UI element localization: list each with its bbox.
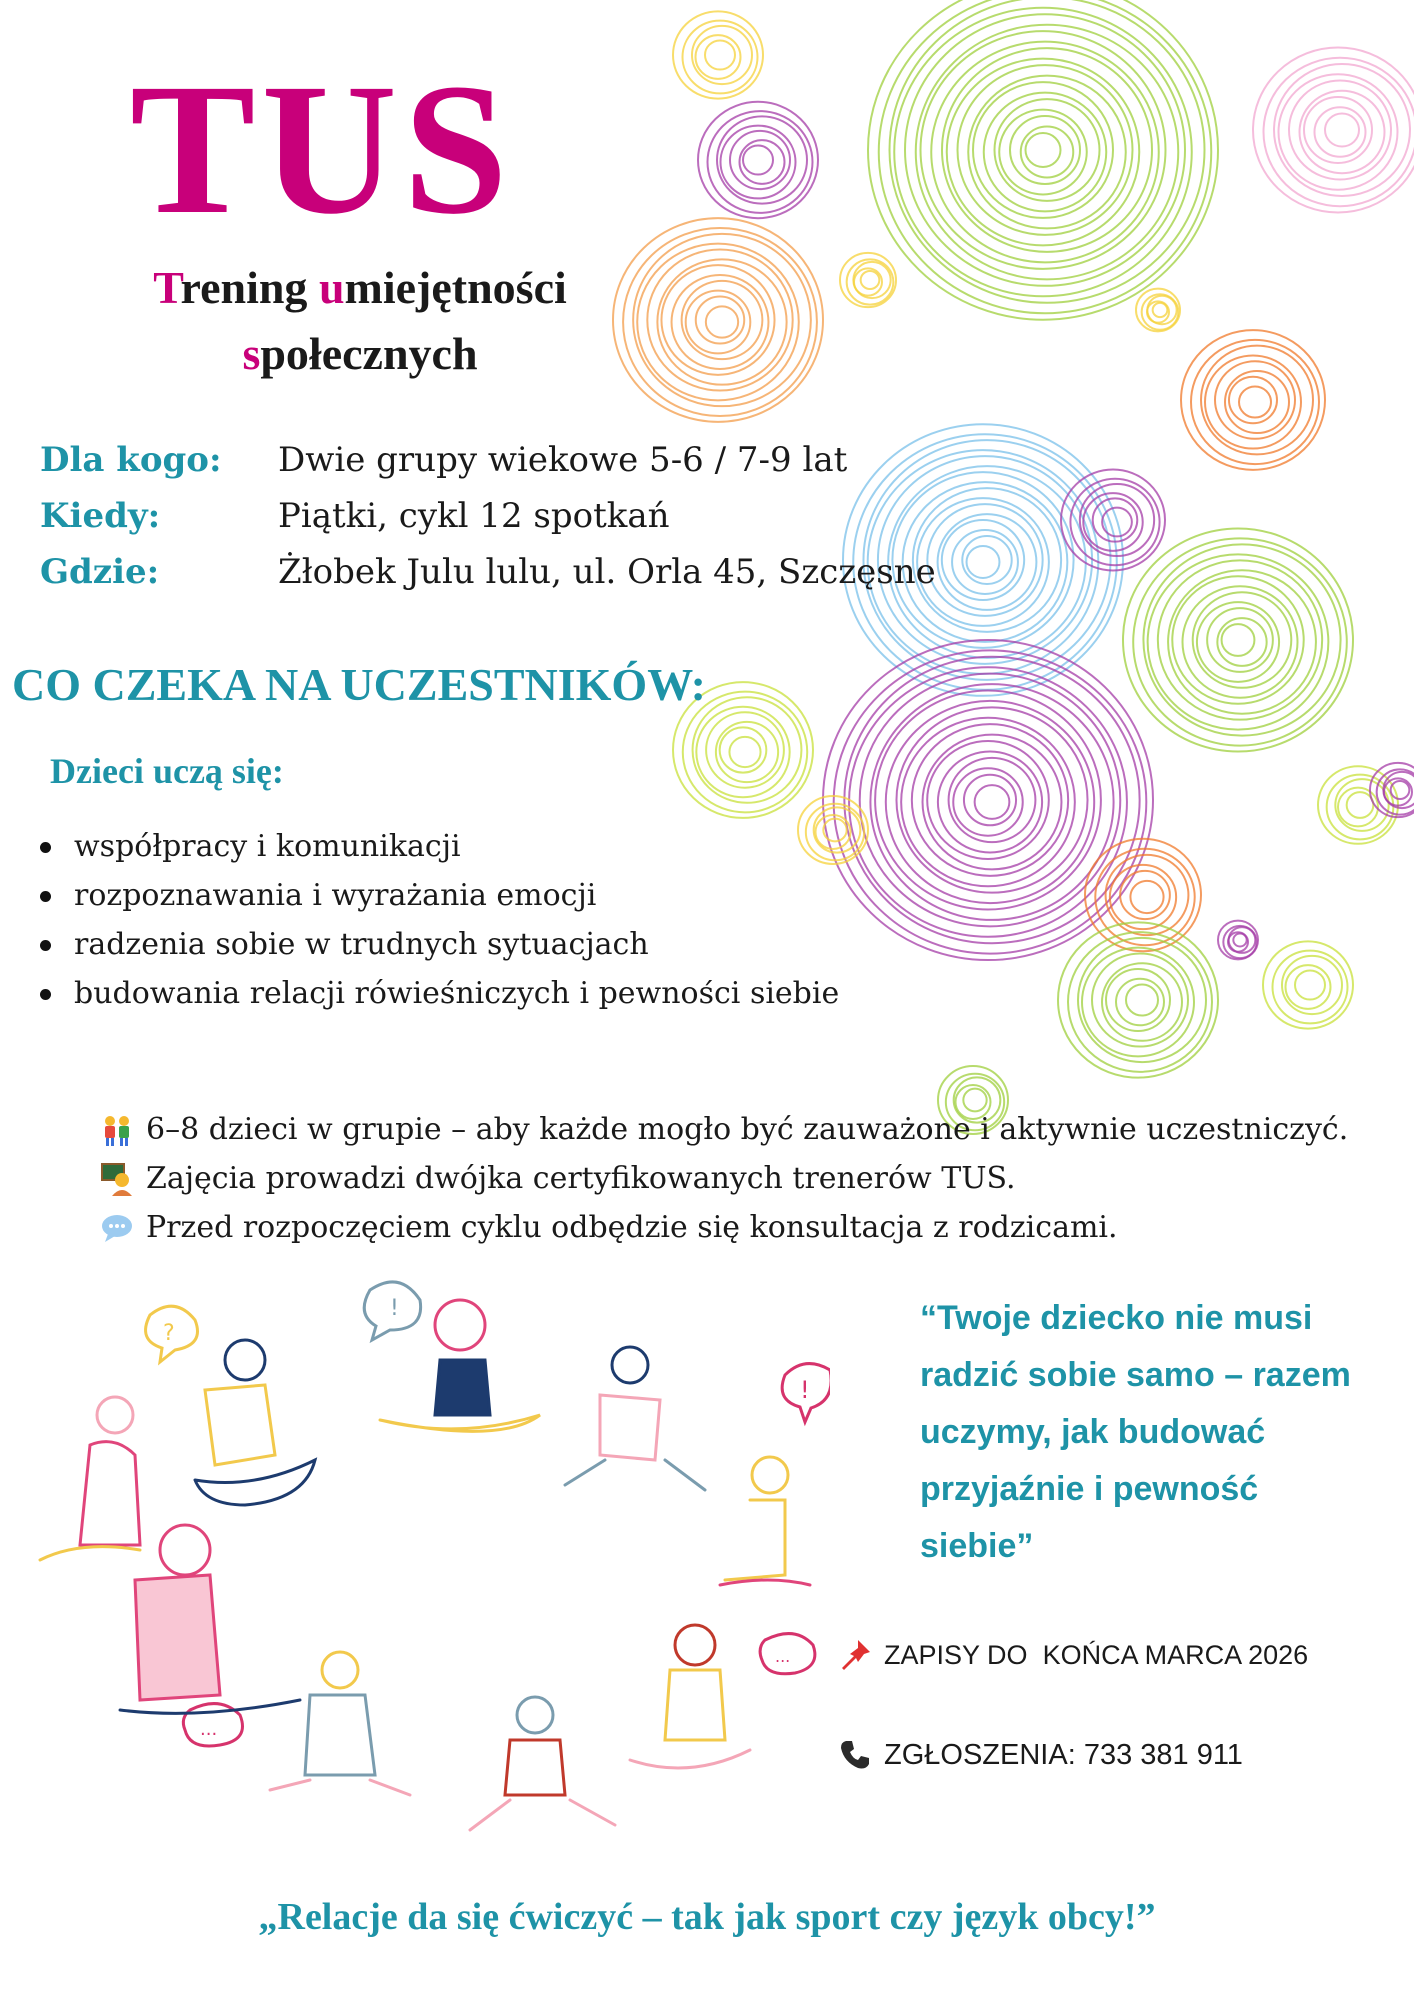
ellipsis-bubble-icon — [760, 1634, 815, 1674]
scribble-circle — [1181, 330, 1325, 470]
exclamation-bubble-icon — [782, 1364, 830, 1422]
info-label: Gdzie: — [40, 552, 160, 592]
fact-trainers — [100, 1154, 1348, 1203]
child-figure — [380, 1300, 540, 1431]
subtitle-word-3: połecznych — [260, 328, 478, 379]
info-row-where — [40, 544, 936, 600]
children-icon — [100, 1113, 134, 1147]
svg-text:!: ! — [800, 1376, 810, 1404]
subtitle-letter-t: T — [153, 262, 181, 313]
info-block — [40, 432, 936, 600]
child-figure — [270, 1652, 410, 1795]
deadline-value: KOŃCA MARCA 2026 — [1042, 1639, 1309, 1670]
child-figure — [565, 1347, 705, 1490]
child-figure — [630, 1625, 750, 1768]
registration-deadline — [838, 1638, 1308, 1672]
page-title: TUS — [130, 44, 514, 253]
scribble-circle — [868, 0, 1218, 320]
info-value: Żłobek Julu lulu, ul. Orla 45, Szczęsne — [278, 552, 936, 592]
info-row-when — [40, 488, 936, 544]
deadline-prefix: ZAPISY DO — [884, 1639, 1028, 1670]
scribble-circle — [1136, 289, 1180, 332]
scribble-circle — [1318, 766, 1398, 844]
teacher-icon — [100, 1162, 134, 1196]
phone-icon — [838, 1738, 872, 1772]
registration-contact — [838, 1738, 1243, 1772]
parent-quote: “Twoje dziecko nie musi radzić sobie samo – razem uczymy, jak budować przyjaźnie i pewność siebie” — [920, 1299, 1351, 1565]
child-figure — [120, 1525, 300, 1713]
fact-group-size — [100, 1105, 1348, 1154]
subtitle-word-2: miejętności — [344, 262, 567, 313]
child-figure — [720, 1457, 810, 1585]
footer-slogan: „Relacje da się ćwiczyć – tak jak sport czy język obcy!” — [258, 1896, 1156, 1938]
speech-bubble-icon — [100, 1211, 134, 1245]
info-value: Dwie grupy wiekowe 5-6 / 7-9 lat — [278, 440, 848, 480]
child-figure — [195, 1340, 315, 1505]
subtitle-letter-u: u — [318, 262, 345, 313]
child-figure — [40, 1397, 140, 1560]
list-item: rozpoznawania i wyrażania emocji — [40, 871, 839, 920]
fact-consultation — [100, 1203, 1348, 1252]
svg-text:...: ... — [200, 1719, 218, 1740]
children-circle-illustration — [30, 1270, 830, 1870]
fact-text: Zajęcia prowadzi dwójka certyfikowanych trenerów TUS. — [146, 1161, 1016, 1196]
svg-text:?: ? — [163, 1321, 175, 1346]
scribble-circle — [823, 640, 1153, 960]
svg-text:...: ... — [775, 1647, 791, 1666]
subtitle-letter-s: s — [242, 328, 261, 379]
info-label: Kiedy: — [40, 496, 161, 536]
scribble-circle — [1253, 48, 1414, 213]
fact-text: Przed rozpoczęciem cyklu odbędzie się konsultacja z rodzicami. — [146, 1210, 1118, 1245]
svg-text:!: ! — [390, 1296, 399, 1321]
scribble-circle — [698, 102, 818, 218]
list-item: radzenia sobie w trudnych sytuacjach — [40, 920, 839, 969]
info-row-audience — [40, 432, 936, 488]
subtitle-word-1: rening — [180, 262, 319, 313]
scribble-circle — [1123, 528, 1353, 751]
exclamation-bubble-icon — [364, 1282, 420, 1340]
pushpin-icon — [838, 1638, 872, 1672]
section-heading: CO CZEKA NA UCZESTNIKÓW: — [12, 659, 706, 710]
scribble-circle — [1218, 921, 1258, 960]
fact-text: 6–8 dzieci w grupie – aby każde mogło być zauważone i aktywnie uczestniczyć. — [146, 1112, 1349, 1147]
learn-heading: Dzieci uczą się: — [50, 751, 284, 791]
info-value: Piątki, cykl 12 spotkań — [278, 496, 670, 536]
list-item: budowania relacji rówieśniczych i pewności siebie — [40, 969, 839, 1018]
list-item: współpracy i komunikacji — [40, 822, 839, 871]
contact-text: ZGŁOSZENIA: 733 381 911 — [884, 1738, 1243, 1771]
scribble-circle — [673, 11, 763, 98]
question-bubble-icon — [146, 1306, 198, 1362]
learn-list — [40, 822, 839, 1018]
scribble-circle — [840, 253, 896, 307]
facts-block — [100, 1105, 1348, 1252]
child-figure — [470, 1697, 615, 1830]
scribble-circle — [1263, 941, 1353, 1028]
info-label: Dla kogo: — [40, 440, 222, 480]
page-subtitle — [60, 255, 660, 387]
